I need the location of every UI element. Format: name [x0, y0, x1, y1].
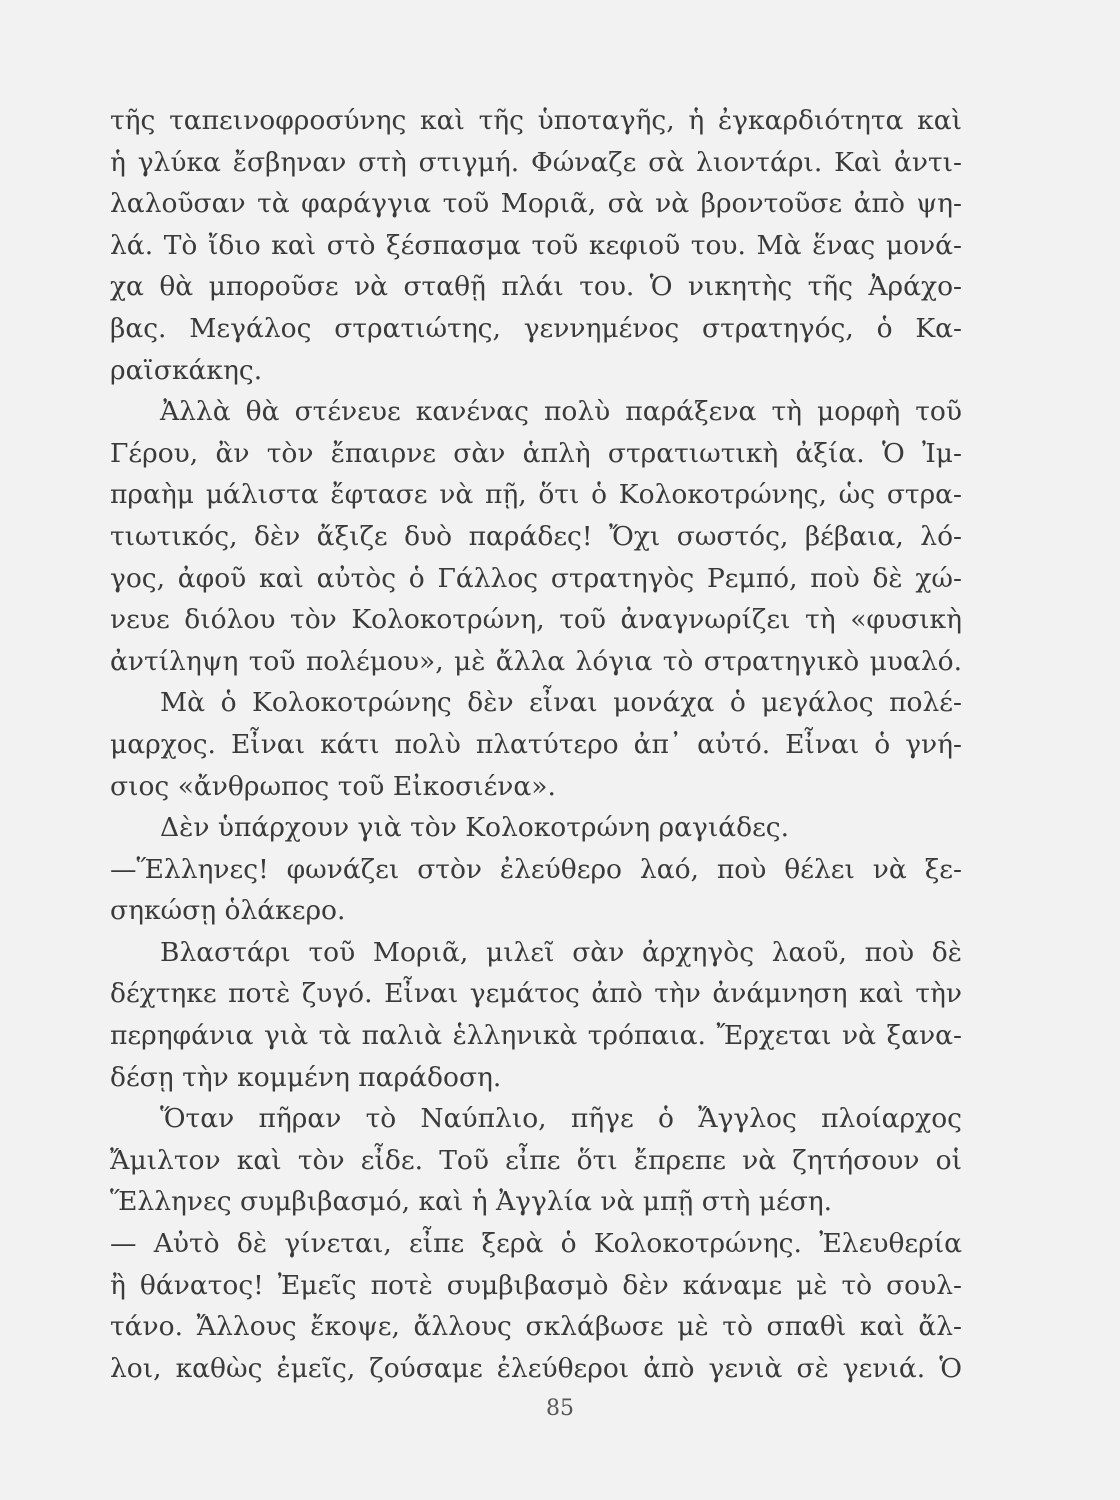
text-line: — Αὐτὸ δὲ γίνεται, εἶπε ξερὰ ὁ Κολοκοτρώνης. Ἐλευθερία	[110, 1228, 962, 1260]
text-line: Δὲν ὑπάρχουν γιὰ τὸν Κολοκοτρώνη ραγιάδες.	[160, 812, 790, 844]
text-line: πραὴμ μάλιστα ἔφτασε νὰ πῇ, ὅτι ὁ Κολοκοτρώνης, ὡς στρα-	[110, 479, 962, 511]
text-line: λά. Τὸ ἴδιο καὶ στὸ ξέσπασμα τοῦ κεφιοῦ του. Μὰ ἕνας μονά-	[110, 229, 962, 261]
text-line: λαλοῦσαν τὰ φαράγγια τοῦ Μοριᾶ, σὰ νὰ βροντοῦσε ἀπὸ ψη-	[110, 188, 962, 220]
text-line: ραϊσκάκης.	[110, 354, 263, 386]
text-line: ἡ γλύκα ἔσβηναν στὴ στιγμή. Φώναζε σὰ λιοντάρι. Καὶ ἀντι-	[110, 146, 962, 178]
text-line: σηκώσῃ ὁλάκερο.	[110, 895, 346, 927]
text-line: Ὅταν πῆραν τὸ Ναύπλιο, πῆγε ὁ Ἄγγλος πλοίαρχος	[160, 1103, 962, 1135]
body-text	[110, 100, 962, 1389]
text-line: τιωτικός, δὲν ἄξιζε δυὸ παράδες! Ὄχι σωστός, βέβαια, λό-	[110, 520, 962, 552]
text-line: Ἀλλὰ θὰ στένευε κανένας πολὺ παράξενα τὴ μορφὴ τοῦ	[160, 396, 962, 428]
text-line: Μὰ ὁ Κολοκοτρώνης δὲν εἶναι μονάχα ὁ μεγάλος πολέ-	[160, 687, 962, 719]
text-line: δέσῃ τὴν κομμένη παράδοση.	[110, 1061, 502, 1093]
text-line: σιος «ἄνθρωπος τοῦ Εἰκοσιένα».	[110, 770, 556, 802]
text-line: Ἕλληνες συμβιβασμό, καὶ ἡ Ἀγγλία νὰ μπῇ στὴ μέση.	[110, 1186, 833, 1218]
text-line: Βλαστάρι τοῦ Μοριᾶ, μιλεῖ σὰν ἀρχηγὸς λαοῦ, ποὺ δὲ	[160, 936, 962, 968]
text-line: χα θὰ μποροῦσε νὰ σταθῇ πλάι του. Ὁ νικητὴς τῆς Ἀράχο-	[110, 271, 962, 303]
text-line: Γέρου, ἂν τὸν ἔπαιρνε σὰν ἁπλὴ στρατιωτικὴ ἀξία. Ὁ Ἰμ-	[110, 437, 962, 469]
text-line: μαρχος. Εἶναι κάτι πολὺ πλατύτερο ἀπ᾽ αὐτό. Εἶναι ὁ γνή-	[110, 728, 962, 760]
text-line: ἀντίληψη τοῦ πολέμου», μὲ ἄλλα λόγια τὸ στρατηγικὸ μυαλό.	[110, 645, 962, 677]
text-line: γος, ἀφοῦ καὶ αὐτὸς ὁ Γάλλος στρατηγὸς Ρεμπό, ποὺ δὲ χώ-	[110, 562, 962, 594]
text-line: —Ἕλληνες! φωνάζει στὸν ἐλεύθερο λαό, ποὺ θέλει νὰ ξε-	[110, 853, 962, 885]
text-line: τῆς ταπεινοφροσύνης καὶ τῆς ὑποταγῆς, ἡ ἐγκαρδιότητα καὶ	[110, 105, 962, 136]
text-line: περηφάνια γιὰ τὰ παλιὰ ἑλληνικὰ τρόπαια. Ἔρχεται νὰ ξανα-	[110, 1020, 962, 1052]
text-line: τάνο. Ἄλλους ἔκοψε, ἄλλους σκλάβωσε μὲ τὸ σπαθὶ καὶ ἄλ-	[110, 1311, 962, 1343]
text-line: νευε διόλου τὸν Κολοκοτρώνη, τοῦ ἀναγνωρίζει τὴ «φυσικὴ	[110, 604, 962, 636]
text-line: Ἄμιλτον καὶ τὸν εἶδε. Τοῦ εἶπε ὅτι ἔπρεπε νὰ ζητήσουν οἱ	[110, 1144, 962, 1176]
text-line: λοι, καθὼς ἐμεῖς, ζούσαμε ἐλεύθεροι ἀπὸ γενιὰ σὲ γενιά. Ὁ	[110, 1352, 962, 1384]
text-line: δέχτηκε ποτὲ ζυγό. Εἶναι γεμάτος ἀπὸ τὴν ἀνάμνηση καὶ τὴν	[110, 978, 962, 1010]
page-number: 85	[546, 1396, 574, 1421]
text-line: βας. Μεγάλος στρατιώτης, γεννημένος στρατηγός, ὁ Κα-	[110, 312, 962, 344]
text-line: ἢ θάνατος! Ἐμεῖς ποτὲ συμβιβασμὸ δὲν κάναμε μὲ τὸ σουλ-	[110, 1269, 962, 1301]
